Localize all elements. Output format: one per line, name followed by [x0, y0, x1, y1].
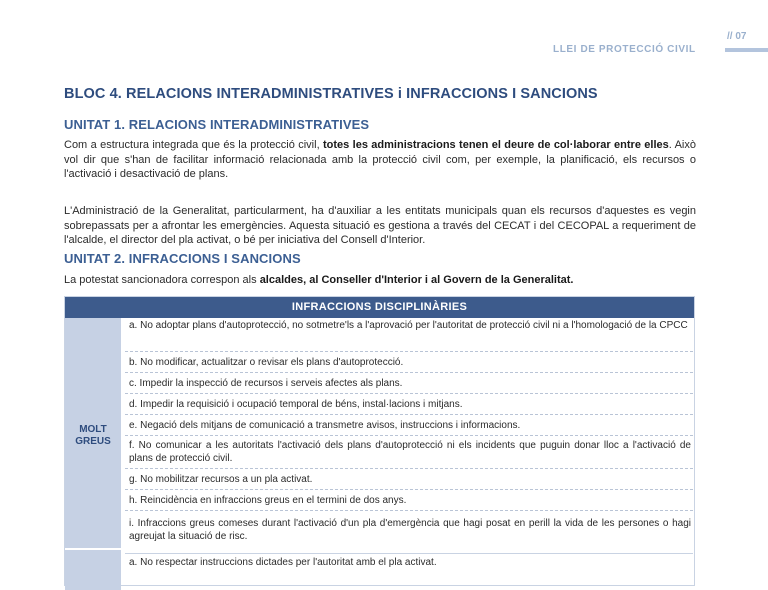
- category-cell-molt-greus: [65, 318, 121, 548]
- table-row: f. No comunicar a les autoritats l'activació dels plans d'autoprotecció ni els incidents que puguin donar lloc a l'activació de plans de protecció civil.: [125, 438, 693, 469]
- table-row: b. No modificar, actualitzar o revisar els plans d'autoprotecció.: [125, 354, 693, 373]
- page-content: [64, 86, 696, 286]
- table-row: h. Reincidència en infraccions greus en el termini de dos anys.: [125, 492, 693, 511]
- table-row: g. No mobilitzar recursos a un pla activat.: [125, 471, 693, 490]
- page-number-bar: [725, 48, 768, 52]
- table-row: a. No adoptar plans d'autoprotecció, no sotmetre'ls a l'aprovació per l'autoritat de protecció civil ni a l'homologació de la CPCC: [125, 320, 693, 352]
- table-header: INFRACCIONS DISCIPLINÀRIES: [65, 297, 694, 318]
- category-label: [65, 424, 121, 448]
- bloc-title: BLOC 4. RELACIONS INTERADMINISTRATIVES i INFRACCIONS I SANCIONS: [64, 86, 598, 102]
- unit2-paragraph: [64, 273, 696, 288]
- page-number: // 07: [727, 31, 747, 42]
- p1-text-c: . Això vol dir que s'han de facilitar informació relacionada amb la protecció civil com, per exemple, la planificació, els recursos o l'activació i desactivació de plans.: [64, 139, 696, 180]
- unit1-paragraph-1: [64, 138, 696, 182]
- unit1-title: UNITAT 1. RELACIONS INTERADMINISTRATIVES: [64, 117, 370, 132]
- table-row-text: a. No respectar instruccions dictades per l'autoritat amb el pla activat.: [129, 557, 437, 568]
- unit2-title: UNITAT 2. INFRACCIONS I SANCIONS: [64, 251, 301, 266]
- table-row: i. Infraccions greus comeses durant l'activació d'un pla d'emergència que hagi posat en perill la vida de les persones o hagi agreujat la situació de risc.: [129, 518, 691, 542]
- table-row: c. Impedir la inspecció de recursos i serveis afectes als plans.: [125, 375, 693, 394]
- p3-text-bold: alcaldes, al Conseller d'Interior i al Govern de la Generalitat.: [259, 274, 574, 286]
- header-title: LLEI DE PROTECCIÓ CIVIL: [553, 44, 696, 55]
- unit1-paragraph-2: L'Administració de la Generalitat, particularment, ha d'auxiliar a les entitats municipals quan els recursos d'aquestes es vegin sobrepassats per a afrontar les emergències. Aquesta situació es gestiona a través del CECAT i del CECOPAL a requeriment de l'alcalde, el director del pla activat, o bé per iniciativa del Consell d'Interior.: [64, 205, 696, 246]
- table-row: d. Impedir la requisició i ocupació temporal de béns, instal·lacions i mitjans.: [125, 396, 693, 415]
- p1-text-a: Com a estructura integrada que és la protecció civil,: [64, 139, 323, 151]
- category-cell-greus: [65, 550, 121, 590]
- p1-text-bold: totes les administracions tenen el deure de col·laborar entre elles: [323, 139, 669, 151]
- category-text: MOLT GREUS: [75, 424, 111, 447]
- table-row: [125, 553, 693, 570]
- infractions-table: [64, 296, 695, 586]
- p3-text-a: La potestat sancionadora correspon als: [64, 274, 260, 286]
- table-row: e. Negació dels mitjans de comunicació a transmetre avisos, instruccions i informacions.: [125, 417, 693, 436]
